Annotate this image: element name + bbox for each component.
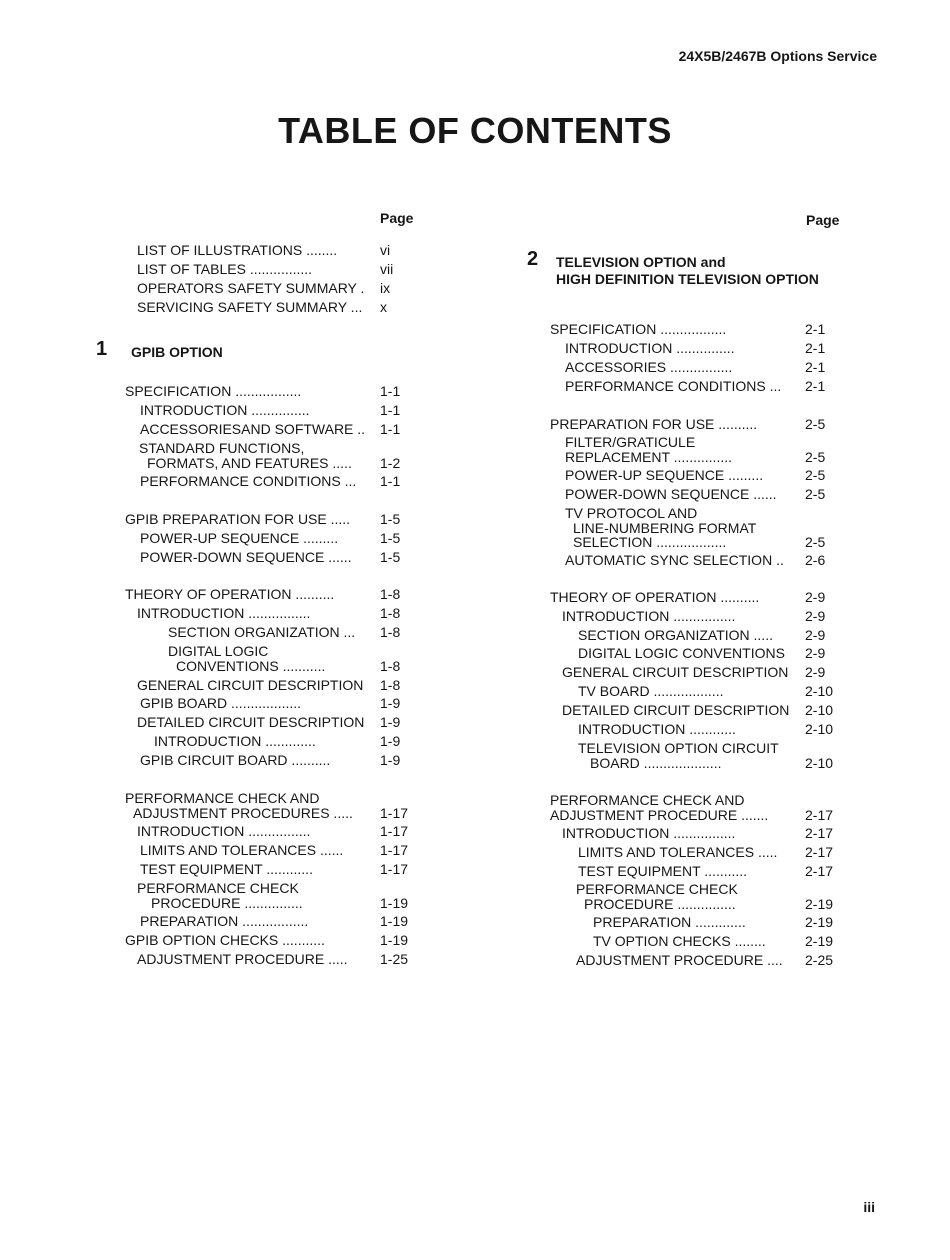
toc-entry-title: SERVICING SAFETY SUMMARY ... xyxy=(137,299,363,315)
toc-entry-page: 1-9 xyxy=(380,714,401,730)
toc-entry-page: x xyxy=(380,299,387,315)
toc-entry-page: 2-17 xyxy=(805,844,834,860)
toc-entry-title: INTRODUCTION ............. xyxy=(154,733,316,749)
toc-entry-title: INTRODUCTION ................ xyxy=(562,608,736,624)
toc-entry-page: 1-17 xyxy=(380,823,409,839)
toc-entry-title: ACCESSORIES ................ xyxy=(565,359,733,375)
toc-entry-title: LINE-NUMBERING FORMAT xyxy=(573,519,757,536)
toc-entry-page: 2-10 xyxy=(805,754,834,771)
toc-entry-title: LIMITS AND TOLERANCES ...... xyxy=(140,842,344,858)
toc-entry-page: 2-1 xyxy=(805,359,826,375)
toc-entry-page: 2-9 xyxy=(805,589,826,605)
toc-entry-page: 2-17 xyxy=(805,863,834,879)
toc-entry-page: 2-10 xyxy=(805,702,834,718)
toc-entry-page: 2-9 xyxy=(805,664,826,680)
toc-entry-title: INTRODUCTION ................ xyxy=(137,605,311,621)
toc-entry-page: 1-17 xyxy=(380,861,409,877)
toc-entry-page: 2-19 xyxy=(805,914,834,930)
toc-entry-title: FILTER/GRATICULE xyxy=(565,434,696,450)
toc-entry-page: 1-9 xyxy=(380,752,401,768)
toc-entry-page: 2-9 xyxy=(805,608,826,624)
toc-entry-page: 2-1 xyxy=(805,378,826,394)
toc-entry-title: TELEVISION OPTION CIRCUIT xyxy=(578,740,779,756)
toc-entry-title: GPIB BOARD .................. xyxy=(140,695,302,711)
toc-entry-title: STANDARD FUNCTIONS, xyxy=(139,440,305,456)
toc-entry-title: AUTOMATIC SYNC SELECTION .. xyxy=(565,552,784,568)
toc-entry-title: PERFORMANCE CONDITIONS ... xyxy=(140,473,357,489)
toc-entry-title: THEORY OF OPERATION .......... xyxy=(125,586,335,602)
toc-entry-title: GPIB CIRCUIT BOARD .......... xyxy=(140,752,331,768)
toc-entry-title: SECTION ORGANIZATION ..... xyxy=(578,627,773,643)
toc-entry-title: INTRODUCTION ............ xyxy=(578,721,736,737)
toc-entry-page: 2-5 xyxy=(805,467,826,483)
toc-entry-page: 2-19 xyxy=(805,933,834,949)
page-column-header-left: Page xyxy=(380,210,414,226)
toc-entry-page: 1-8 xyxy=(380,624,401,640)
toc-entry-title: TV BOARD .................. xyxy=(578,683,724,699)
toc-entry-title: SELECTION .................. xyxy=(573,534,727,550)
toc-entry-page: 1-1 xyxy=(380,402,401,418)
toc-entry-title: GENERAL CIRCUIT DESCRIPTION xyxy=(137,677,364,693)
toc-entry-title: TV PROTOCOL AND xyxy=(565,505,698,521)
running-header: 24X5B/2467B Options Service xyxy=(678,48,877,64)
toc-entry-page: 2-5 xyxy=(805,448,826,465)
toc-entry-page: vi xyxy=(380,242,391,258)
toc-entry-page: 2-17 xyxy=(805,806,834,823)
toc-entry-title: POWER-DOWN SEQUENCE ...... xyxy=(140,549,352,565)
toc-entry-title: ACCESSORIESAND SOFTWARE .. xyxy=(140,421,366,437)
toc-entry-page: ix xyxy=(380,280,391,296)
toc-entry-page: 2-5 xyxy=(805,486,826,502)
toc-entry-page: 2-25 xyxy=(805,952,834,968)
toc-entry-title: REPLACEMENT ............... xyxy=(565,448,733,465)
toc-entry-page: 2-9 xyxy=(805,627,826,643)
toc-entry-page: 1-1 xyxy=(380,473,401,489)
toc-entry-title: DETAILED CIRCUIT DESCRIPTION xyxy=(137,714,365,730)
toc-entry-page: 2-17 xyxy=(805,825,834,841)
section-2-title-line-2: HIGH DEFINITION TELEVISION OPTION xyxy=(556,271,819,287)
toc-entry-title: TEST EQUIPMENT ............ xyxy=(140,861,313,877)
toc-entry-title: LIMITS AND TOLERANCES ..... xyxy=(578,844,778,860)
toc-entry-page: vii xyxy=(380,261,394,277)
section-1-title: GPIB OPTION xyxy=(131,344,223,360)
page-title: TABLE OF CONTENTS xyxy=(278,110,672,151)
toc-entry-page: 1-2 xyxy=(380,454,401,471)
toc-entry-title: GENERAL CIRCUIT DESCRIPTION xyxy=(562,664,789,680)
toc-entry-title: PREPARATION ............. xyxy=(593,914,746,930)
toc-entry-title: THEORY OF OPERATION .......... xyxy=(550,589,760,605)
toc-entry-page: 2-19 xyxy=(805,895,834,912)
toc-entry-title: INTRODUCTION ............... xyxy=(140,402,310,418)
toc-entry-title: PERFORMANCE CHECK xyxy=(576,881,738,897)
page-column-header-right: Page xyxy=(806,212,840,228)
toc-entry-title: POWER-DOWN SEQUENCE ...... xyxy=(565,486,777,502)
toc-entry-title: ADJUSTMENT PROCEDURE ..... xyxy=(137,951,348,967)
toc-entry-title: OPERATORS SAFETY SUMMARY . xyxy=(137,280,365,296)
toc-entry-title: PROCEDURE ............... xyxy=(151,894,303,911)
page-number: iii xyxy=(863,1199,875,1215)
toc-entry-page: 1-17 xyxy=(380,804,409,821)
toc-entry-title: LIST OF ILLUSTRATIONS ........ xyxy=(137,242,338,258)
toc-entry-title: DIGITAL LOGIC xyxy=(168,643,269,659)
toc-entry-title: SPECIFICATION ................. xyxy=(550,321,727,337)
toc-entry-page: 1-1 xyxy=(380,383,401,399)
toc-entry-page: 2-6 xyxy=(805,552,826,568)
toc-entry-title: INTRODUCTION ............... xyxy=(565,340,735,356)
toc-entry-title: PREPARATION ................. xyxy=(140,913,309,929)
toc-entry-page: 1-9 xyxy=(380,733,401,749)
toc-entry-page: 2-10 xyxy=(805,683,834,699)
toc-entry-title: PERFORMANCE CHECK AND xyxy=(125,790,320,806)
toc-entry-page: 2-5 xyxy=(805,534,826,550)
toc-entry-title: LIST OF TABLES ................ xyxy=(137,261,313,277)
toc-entry-page: 1-25 xyxy=(380,951,409,967)
toc-entry-page: 2-10 xyxy=(805,721,834,737)
toc-entry-title: POWER-UP SEQUENCE ......... xyxy=(140,530,339,546)
section-2-title-line-1: TELEVISION OPTION and xyxy=(556,254,726,270)
toc-entry-page: 1-19 xyxy=(380,894,409,911)
toc-entry-title: BOARD .................... xyxy=(590,754,722,771)
toc-entry-page: 1-19 xyxy=(380,913,409,929)
toc-entry-title: PREPARATION FOR USE .......... xyxy=(550,416,758,432)
toc-entry-title: PERFORMANCE CONDITIONS ... xyxy=(565,378,782,394)
toc-entry-page: 1-5 xyxy=(380,549,401,565)
toc-entry-title: DIGITAL LOGIC CONVENTIONS xyxy=(578,645,785,661)
toc-entry-title: INTRODUCTION ................ xyxy=(137,823,311,839)
toc-entry-title: ADJUSTMENT PROCEDURES ..... xyxy=(133,804,353,821)
toc-entry-title: FORMATS, AND FEATURES ..... xyxy=(147,454,352,471)
toc-entry-page: 1-8 xyxy=(380,657,401,674)
toc-entry-page: 1-8 xyxy=(380,605,401,621)
toc-entry-title: TEST EQUIPMENT ........... xyxy=(578,863,748,879)
toc-entry-title: TV OPTION CHECKS ........ xyxy=(593,933,766,949)
toc-entry-title: INTRODUCTION ................ xyxy=(562,825,736,841)
toc-entry-page: 2-5 xyxy=(805,416,826,432)
section-2-number: 2 xyxy=(527,248,539,270)
toc-entry-page: 1-19 xyxy=(380,932,409,948)
toc-entry-title: GPIB PREPARATION FOR USE ..... xyxy=(125,511,351,527)
toc-entry-page: 1-9 xyxy=(380,695,401,711)
section-1-number: 1 xyxy=(96,338,108,360)
toc-entry-title: PROCEDURE ............... xyxy=(584,895,736,912)
toc-entry-title: PERFORMANCE CHECK xyxy=(137,880,299,896)
toc-entry-page: 1-1 xyxy=(380,421,401,437)
toc-entry-page: 2-1 xyxy=(805,321,826,337)
toc-entry-title: DETAILED CIRCUIT DESCRIPTION xyxy=(562,702,790,718)
toc-entry-title: SPECIFICATION ................. xyxy=(125,383,302,399)
toc-entry-page: 1-5 xyxy=(380,530,401,546)
toc-entry-title: POWER-UP SEQUENCE ......... xyxy=(565,467,764,483)
toc-entry-title: GPIB OPTION CHECKS ........... xyxy=(125,932,325,948)
toc-entry-page: 1-5 xyxy=(380,511,401,527)
toc-entry-title: ADJUSTMENT PROCEDURE .... xyxy=(576,952,783,968)
toc-entry-page: 2-1 xyxy=(805,340,826,356)
toc-entry-page: 1-8 xyxy=(380,677,401,693)
toc-entry-title: SECTION ORGANIZATION ... xyxy=(168,624,356,640)
toc-entry-page: 1-17 xyxy=(380,842,409,858)
toc-entry-page: 1-8 xyxy=(380,586,401,602)
toc-entry-title: ADJUSTMENT PROCEDURE ....... xyxy=(550,806,769,823)
toc-entry-title: PERFORMANCE CHECK AND xyxy=(550,792,745,808)
toc-entry-page: 2-9 xyxy=(805,645,826,661)
toc-entry-title: CONVENTIONS ........... xyxy=(176,657,326,674)
